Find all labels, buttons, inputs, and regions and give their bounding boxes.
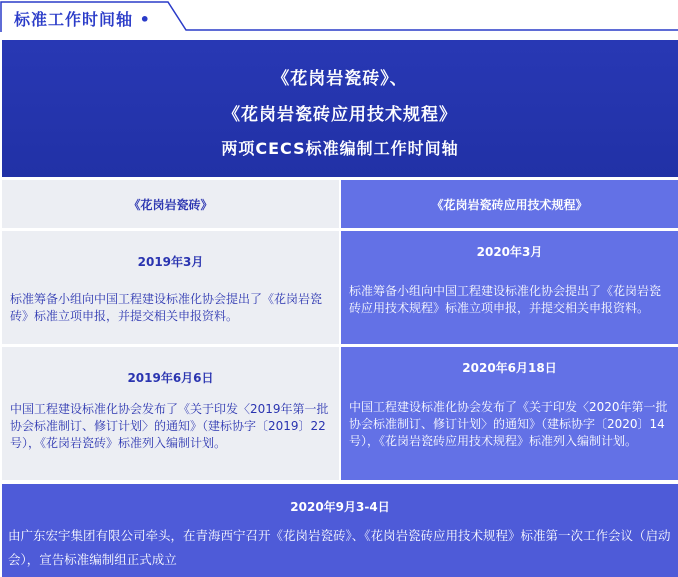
section-title: 标准工作时间轴 • (14, 10, 151, 29)
entry-text: 标准筹备小组向中国工程建设标准化协会提出了《花岗岩瓷砖》标准立项申报，并提交相关申报资料。 (10, 292, 323, 323)
banner-line-3: 两项CECS标准编制工作时间轴 (221, 139, 459, 158)
entry-date: 2019年6月6日 (127, 371, 214, 385)
final-milestone (2, 484, 678, 577)
timeline-entry (341, 231, 678, 344)
timeline-entry (2, 347, 339, 480)
banner-line-1: 《花岗岩瓷砖》、 (272, 69, 408, 89)
timeline-entry (2, 231, 339, 344)
entry-date: 2020年6月18日 (462, 361, 557, 375)
banner-line-2: 《花岗岩瓷砖应用技术规程》 (223, 105, 457, 125)
final-text: 由广东宏宇集团有限公司牵头，在青海西宁召开《花岗岩瓷砖》、《花岗岩瓷砖应用技术规程》标准第一次工作会议（启动会），宣告标准编制组正式成立 (8, 528, 671, 567)
entry-text: 中国工程建设标准化协会发布了《关于印发〈2020年第一批协会标准制订、修订计划〉的通知》（建标协字〔2020〕14号），《花岗岩瓷砖应用技术规程》标准列入编制计划。 (349, 400, 668, 448)
entry-text: 中国工程建设标准化协会发布了《关于印发〈2019年第一批协会标准制订、修订计划〉的通知》（建标协字〔2019〕22号），《花岗岩瓷砖》标准列入编制计划。 (10, 402, 329, 450)
timeline-entry (341, 347, 678, 480)
final-date: 2020年9月3-4日 (290, 500, 390, 514)
right-column-header: 《花岗岩瓷砖应用技术规程》 (341, 180, 678, 228)
entry-date: 2019年3月 (137, 255, 204, 269)
entry-date: 2020年3月 (476, 245, 543, 259)
left-column-header: 《花岗岩瓷砖》 (2, 180, 339, 228)
timeline-banner (2, 40, 678, 177)
section-header (0, 0, 678, 33)
entry-text: 标准筹备小组向中国工程建设标准化协会提出了《花岗岩瓷砖应用技术规程》标准立项申报，并提交相关申报资料。 (349, 284, 662, 315)
